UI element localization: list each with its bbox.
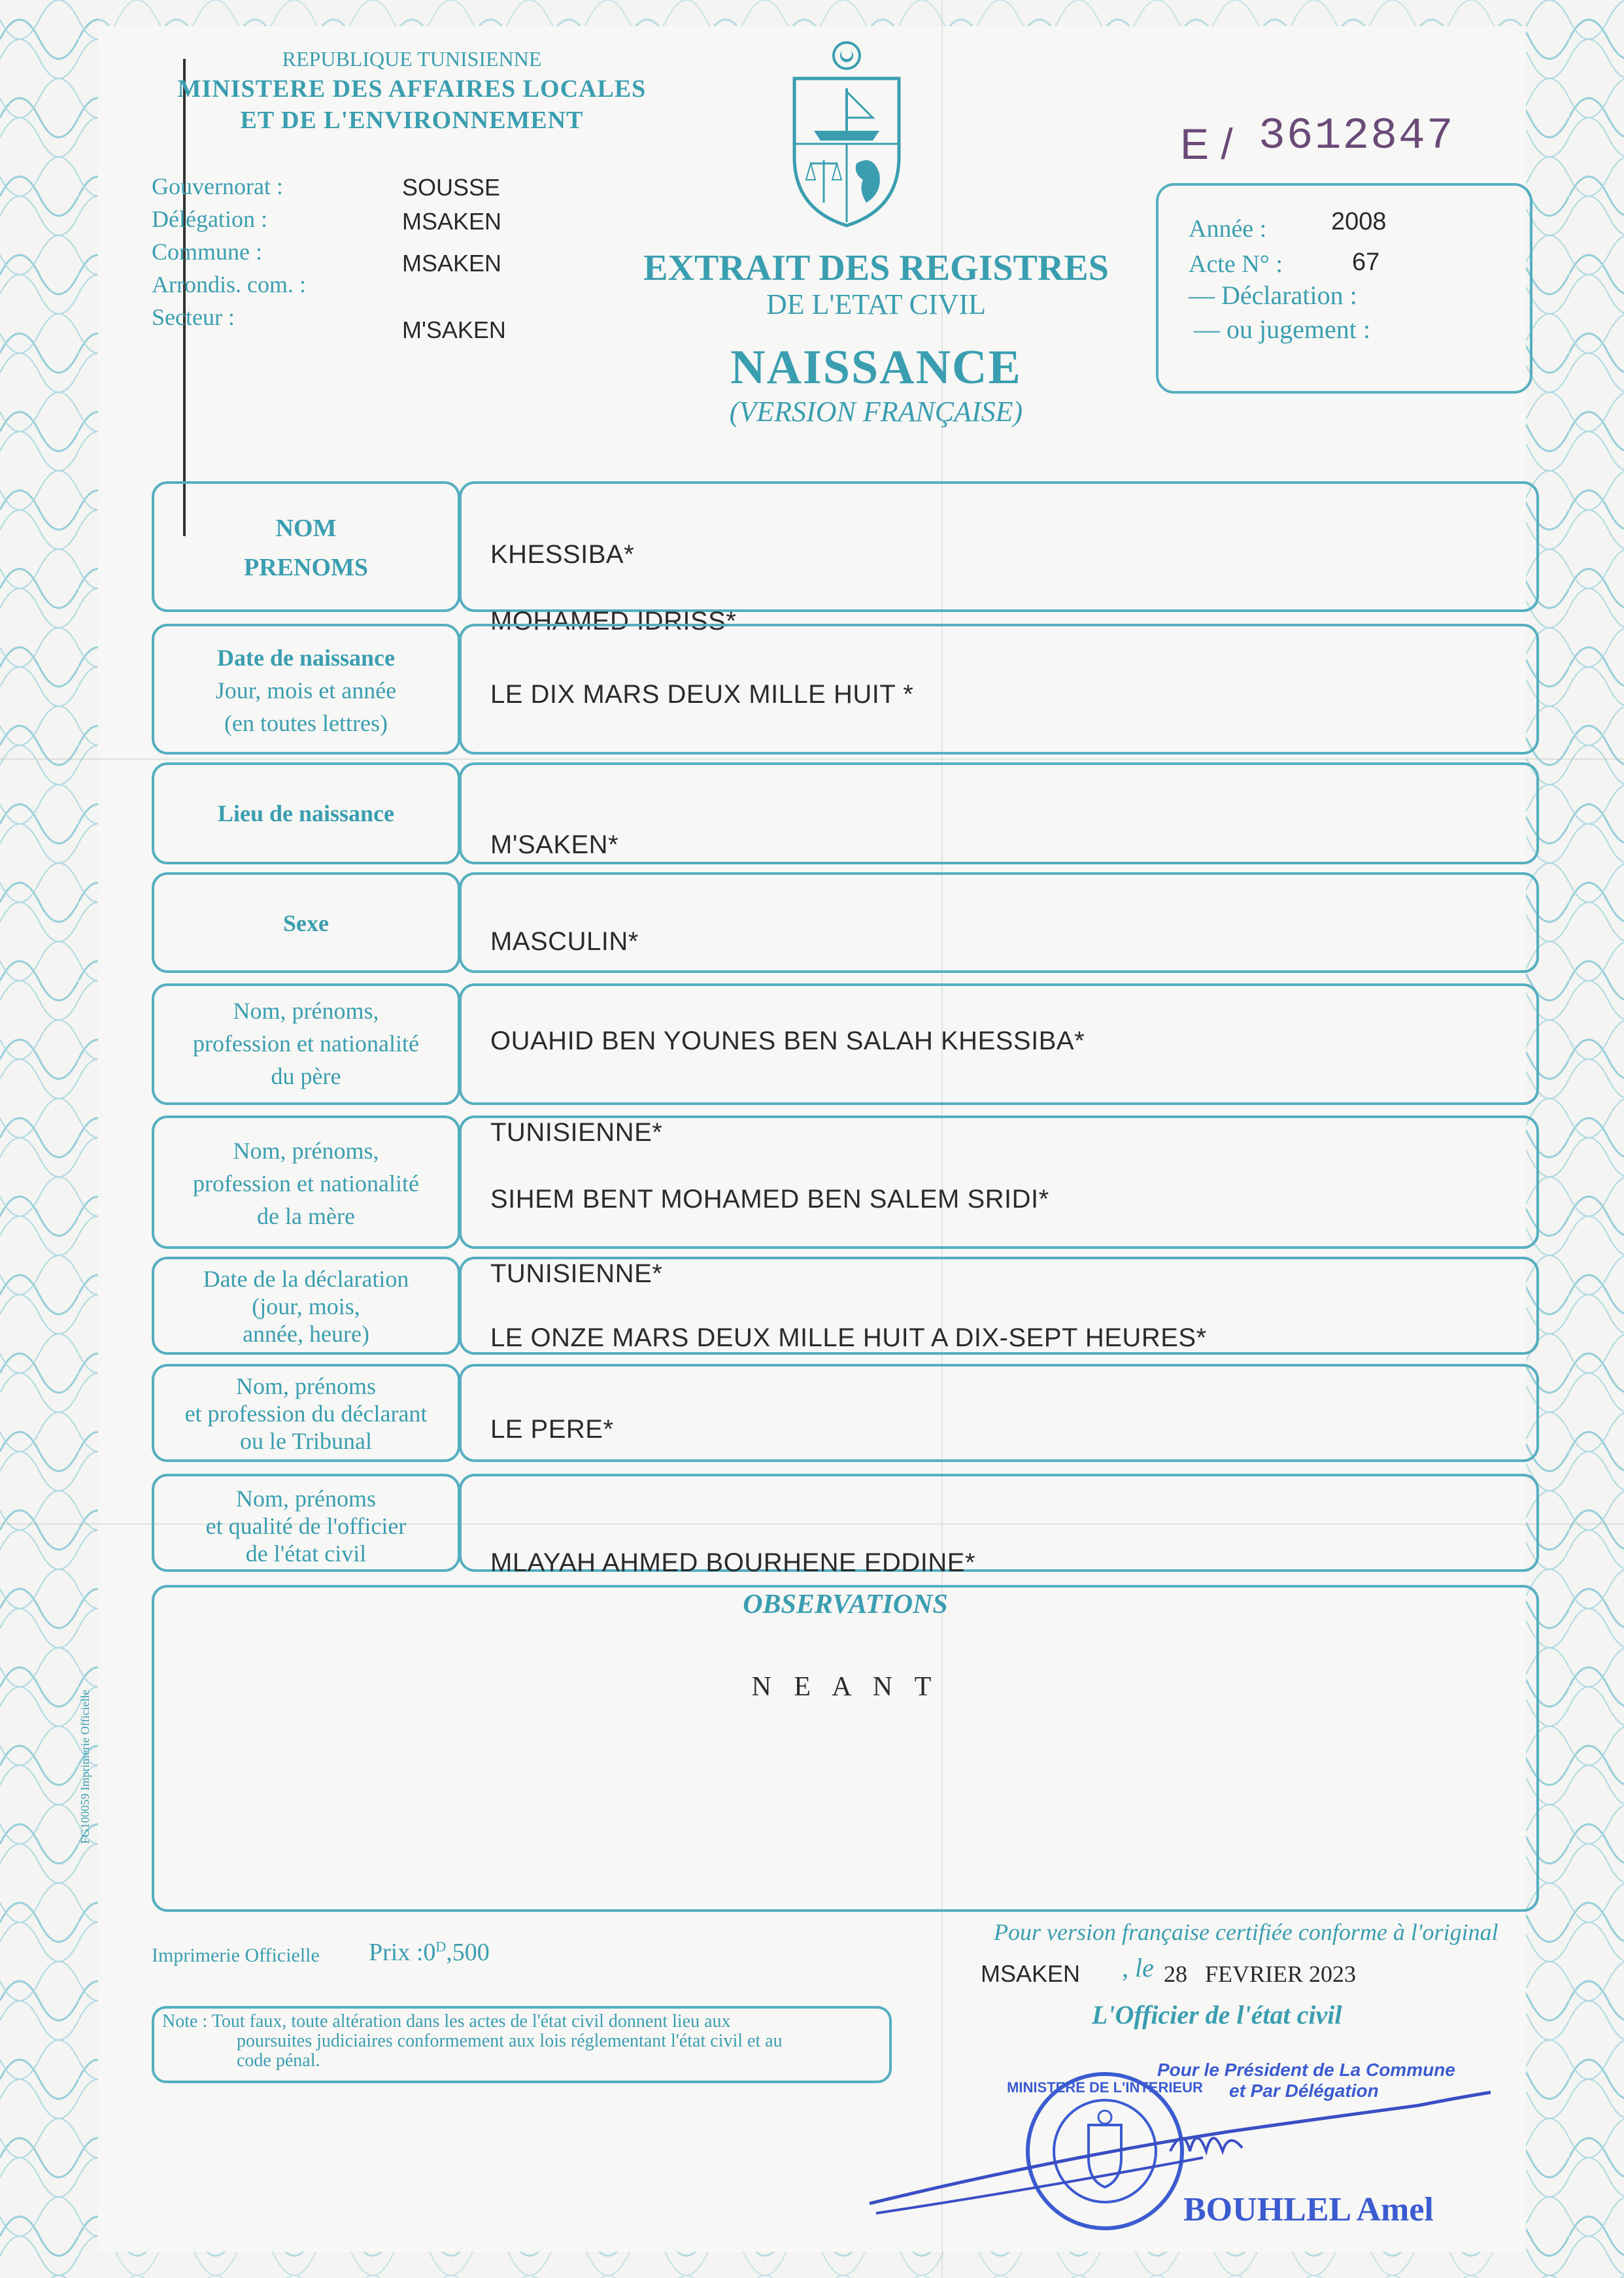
declarant-label: Nom, prénoms [236,1373,376,1399]
certification-text: Pour version française certifiée conforme à l'original [994,1919,1498,1945]
prenoms-value: MOHAMED IDRISS* [490,607,737,636]
value-box-lieu [459,762,1539,864]
mere-label: Nom, prénoms, [233,1138,379,1164]
declaration-date-sublabel2: année, heure) [243,1321,369,1347]
mere-label3: de la mère [257,1203,355,1229]
imprimerie-text: Imprimerie Officielle [152,1945,320,1966]
mere-nationalite: TUNISIENNE* [490,1259,663,1288]
pere-label2: profession et nationalité [193,1030,419,1057]
title-line1: EXTRAIT DES REGISTRES [643,248,1109,288]
nom-label: NOM [275,515,337,542]
paper-fold [0,758,1624,760]
side-form-code: FG100059 Imprimerie Officielle [78,1690,92,1844]
gouvernorat-value: SOUSSE [402,174,501,201]
acte-label: Acte N° : [1189,250,1283,278]
ministere-line2: ET DE L'ENVIRONNEMENT [240,107,584,134]
stamp-president: Pour le Président de La Commune [1157,2060,1455,2080]
coat-of-arms-icon [775,33,919,229]
officier-label3: de l'état civil [245,1540,367,1567]
sexe-value: MASCULIN* [490,927,639,956]
value-box-mere [459,1115,1539,1249]
declaration-date-value: LE ONZE MARS DEUX MILLE HUIT A DIX-SEPT HEURES* [490,1323,1207,1352]
pere-value: OUAHID BEN YOUNES BEN SALAH KHESSIBA* [490,1027,1085,1055]
annee-value: 2008 [1331,208,1387,235]
prix-value: ,500 [446,1939,490,1966]
prix-sup: D [435,1938,447,1955]
observations-box [152,1585,1539,1912]
note-line3: code pénal. [237,2050,320,2071]
declaration-date-label: Date de la déclaration [203,1266,409,1292]
date-naissance-label: Date de naissance [217,645,395,671]
prix-text [369,1938,490,1967]
stamp-delegation: et Par Délégation [1229,2081,1379,2101]
secteur-value: M'SAKEN [402,316,506,343]
title-line2: DE L'ETAT CIVIL [766,288,986,320]
serial-number: 3612847 [1259,111,1455,162]
sexe-label: Sexe [283,910,329,936]
officier-value: MLAYAH AHMED BOURHENE EDDINE* [490,1548,976,1577]
date-value: 28 FEVRIER 2023 [1164,1961,1357,1987]
value-box-sexe [459,872,1539,973]
note-line2: poursuites judiciaires conformement aux lois réglementant l'état civil et au [237,2031,783,2051]
mere-value: SIHEM BENT MOHAMED BEN SALEM SRIDI* [490,1185,1049,1214]
acte-value: 67 [1352,248,1380,276]
officier-label: Nom, prénoms [236,1486,376,1512]
title-main: NAISSANCE [730,341,1022,394]
serial-prefix: E / [1180,120,1233,168]
jugement-label: — ou jugement : [1194,314,1370,344]
declarant-value: LE PERE* [490,1415,614,1444]
pere-label: Nom, prénoms, [233,998,379,1024]
label-box-nom [152,481,460,612]
observations-title: OBSERVATIONS [743,1590,948,1620]
pere-nationalite: TUNISIENNE* [490,1118,663,1147]
value-box-declarant [459,1364,1539,1462]
republique-text: REPUBLIQUE TUNISIENNE [282,47,542,71]
lieu-label: Lieu de naissance [217,800,395,826]
prenoms-label: PRENOMS [244,554,368,581]
delegation-value: MSAKEN [402,208,502,235]
date-naissance-sublabel2: (en toutes lettres) [224,710,388,736]
le-text: , le [1122,1953,1154,1982]
prix-label: Prix :0 [369,1939,436,1966]
mere-label2: profession et nationalité [193,1170,419,1197]
delegation-label: Délégation : [152,206,267,232]
date-naissance-value: LE DIX MARS DEUX MILLE HUIT * [490,680,914,709]
commune-label: Commune : [152,239,262,265]
seal-text: MINISTERE DE L'INTERIEUR [1007,2079,1203,2096]
pere-label3: du père [271,1063,341,1089]
nom-value: KHESSIBA* [490,540,635,569]
lieu-value: M'SAKEN* [490,830,619,859]
place-value: MSAKEN [981,1960,1081,1987]
arrondissement-label: Arrondis. com. : [152,271,306,298]
commune-value: MSAKEN [402,250,502,277]
secteur-label: Secteur : [152,304,235,330]
gouvernorat-label: Gouvernorat : [152,173,283,199]
note-line1: Note : Tout faux, toute altération dans les actes de l'état civil donnent lieu aux [162,2011,731,2032]
officier-label2: et qualité de l'officier [205,1513,407,1539]
date-naissance-sublabel: Jour, mois et année [215,677,397,704]
ministere-line1: MINISTERE DES AFFAIRES LOCALES [177,75,647,103]
declaration-date-sublabel: (jour, mois, [252,1293,360,1319]
signatory-name: BOUHLEL Amel [1183,2191,1434,2228]
declaration-label: — Déclaration : [1189,280,1357,310]
observations-value: N E A N T [751,1672,939,1702]
declarant-label3: ou le Tribunal [239,1428,373,1454]
title-version: (VERSION FRANÇAISE) [729,396,1023,428]
declarant-label2: et profession du déclarant [184,1401,428,1427]
annee-label: Année : [1189,215,1267,243]
officier-etat-civil: L'Officier de l'état civil [1092,2000,1342,2030]
